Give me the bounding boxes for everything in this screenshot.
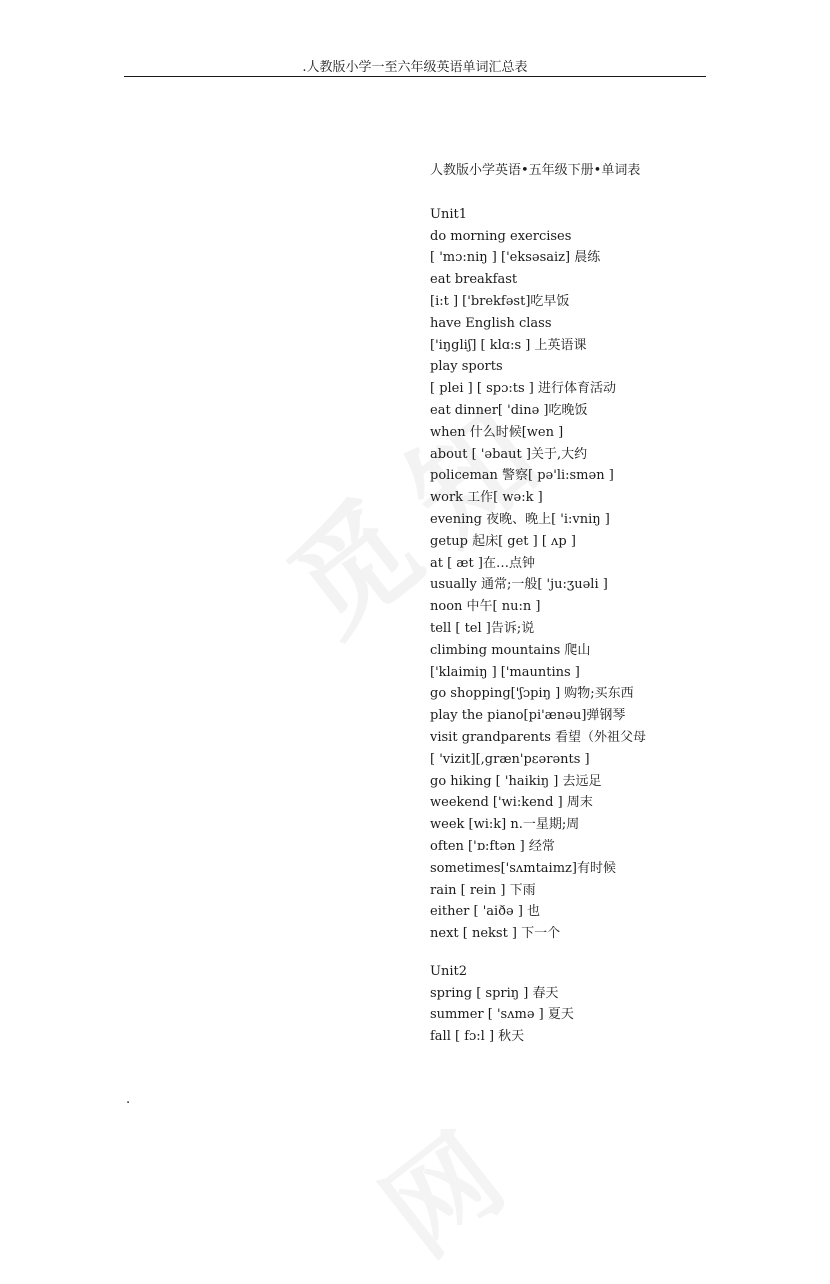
vocab-entry: go shopping['ʃɔpiŋ ] 购物;买东西 bbox=[430, 686, 634, 702]
vocab-entry: ['iŋgliʃ] [ klɑ:s ] 上英语课 bbox=[430, 337, 587, 353]
vocab-entry: policeman 警察[ pə'li:smən ] bbox=[430, 468, 614, 484]
footer-mark: . bbox=[126, 1092, 131, 1107]
vocab-entry: fall [ fɔ:l ] 秋天 bbox=[430, 1029, 525, 1045]
vocab-entry: sometimes['sʌmtaimz]有时候 bbox=[430, 860, 616, 876]
vocab-entry: go hiking [ 'haikiŋ ] 去远足 bbox=[430, 773, 602, 789]
vocab-entry: about [ 'əbaut ]关于,大约 bbox=[430, 446, 588, 462]
vocab-entry: getup 起床[ get ] [ ʌp ] bbox=[430, 533, 576, 549]
vocab-entry: evening 夜晚、晚上[ 'i:vniŋ ] bbox=[430, 511, 610, 527]
vocab-entry: next [ nekst ] 下一个 bbox=[430, 926, 561, 942]
watermark-bottom bbox=[346, 1074, 554, 1284]
vocab-entry: rain [ rein ] 下雨 bbox=[430, 882, 536, 898]
vocab-entry: [ 'mɔ:niŋ ] ['eksəsaiz] 晨练 bbox=[430, 250, 601, 266]
vocab-entry: climbing mountains 爬山 bbox=[430, 642, 591, 658]
header-rule bbox=[124, 76, 706, 77]
vocab-entry: play sports bbox=[430, 359, 503, 375]
vocab-entry: tell [ tel ]告诉;说 bbox=[430, 620, 535, 636]
unit-section bbox=[430, 961, 790, 1048]
vocab-entry: either [ 'aiðə ] 也 bbox=[430, 904, 541, 920]
vocabulary-list bbox=[430, 160, 790, 1048]
unit-heading: Unit2 bbox=[430, 963, 467, 979]
unit-gap bbox=[430, 945, 790, 961]
vocab-entry: week [wi:k] n.一星期;周 bbox=[430, 817, 580, 833]
vocab-entry: usually 通常;一般[ 'ju:ʒuəli ] bbox=[430, 577, 608, 593]
vocab-entry: spring [ spriŋ ] 春天 bbox=[430, 985, 559, 1001]
vocab-entry: work 工作[ wə:k ] bbox=[430, 490, 543, 506]
vocab-entry: ['klaimiŋ ] ['mauntins ] bbox=[430, 664, 580, 680]
vocab-entry: [ plei ] [ spɔ:ts ] 进行体育活动 bbox=[430, 381, 616, 397]
running-header: .人教版小学一至六年级英语单词汇总表 bbox=[302, 60, 528, 75]
vocab-entry: play the piano[pi'ænəu]弹钢琴 bbox=[430, 708, 626, 724]
vocab-entry: do morning exercises bbox=[430, 228, 572, 244]
vocab-entry: at [ æt ]在…点钟 bbox=[430, 555, 535, 571]
vocab-entry: often ['ɒ:ftən ] 经常 bbox=[430, 838, 555, 854]
vocab-entry: noon 中午[ nu:n ] bbox=[430, 599, 541, 615]
vocab-entry: have English class bbox=[430, 315, 552, 331]
vocab-entry: visit grandparents 看望（外祖父母 bbox=[430, 729, 647, 745]
vocab-entry: [i:t ] ['brekfəst]吃早饭 bbox=[430, 293, 570, 309]
vocab-entry: eat dinner[ 'dinə ]吃晚饭 bbox=[430, 402, 588, 418]
page-title: 人教版小学英语•五年级下册•单词表 bbox=[430, 163, 641, 178]
unit-heading: Unit1 bbox=[430, 206, 467, 222]
vocab-entry: summer [ 'sʌmə ] 夏天 bbox=[430, 1007, 574, 1023]
vocab-entry: when 什么时候[wen ] bbox=[430, 424, 564, 440]
vocab-entry: weekend ['wi:kend ] 周末 bbox=[430, 795, 593, 811]
units-container bbox=[430, 204, 790, 1048]
vocab-entry: [ 'vizit][,græn'pεərənts ] bbox=[430, 751, 590, 767]
unit-section bbox=[430, 204, 790, 945]
vocab-entry: eat breakfast bbox=[430, 272, 518, 288]
